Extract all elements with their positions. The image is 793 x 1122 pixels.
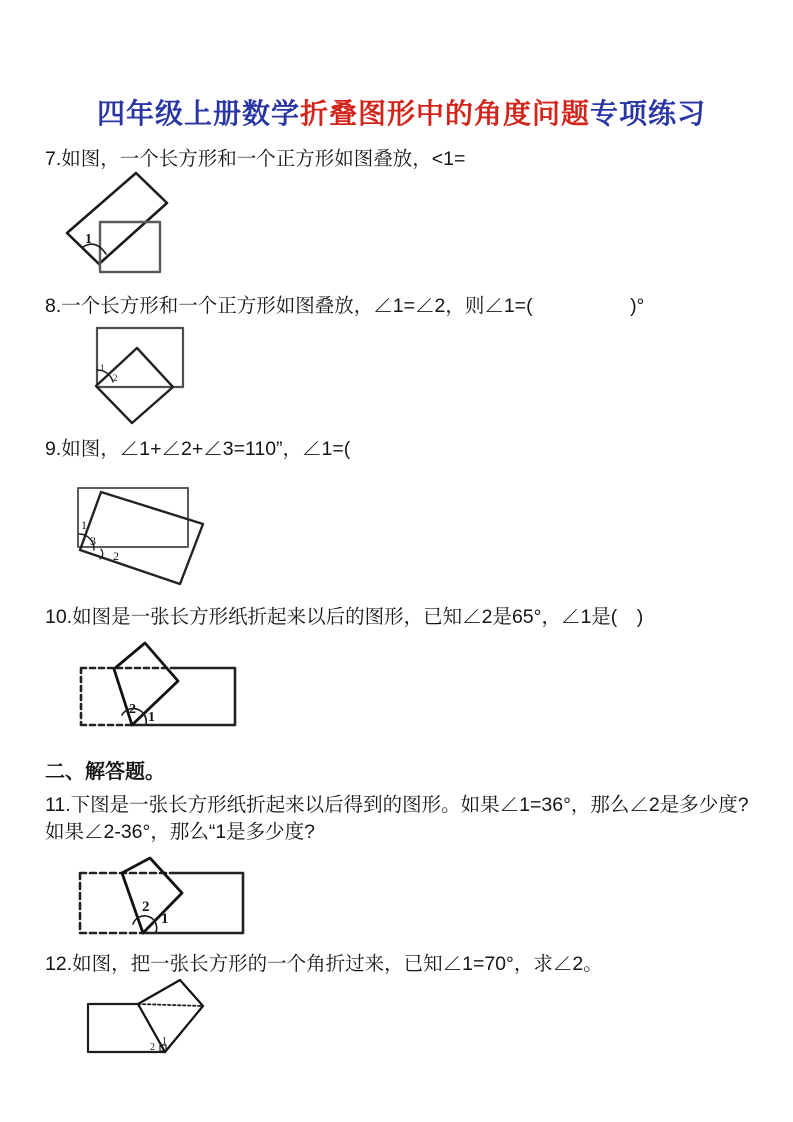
angle-label-1: 1: [81, 518, 87, 532]
question-10-text: 10.如图是一张长方形纸折起来以后的图形，已知∠2是65°，∠1是( ): [45, 606, 644, 628]
angle-label-2: 2: [142, 899, 150, 915]
question-11-text: 11.下图是一张长方形纸折起来以后得到的图形。如果∠1=36°，那么∠2是多少度?如果∠2-36°，那么“1是多少度?: [45, 794, 749, 843]
figure-q12: [80, 977, 215, 1062]
rotated-rectangle: [67, 173, 167, 264]
figure-q11: [75, 855, 250, 943]
figure-q8: [90, 325, 210, 437]
figure-q7: [55, 163, 185, 281]
rotated-rectangle: [80, 492, 203, 584]
square: [100, 222, 160, 272]
title-part-1: 四年级上册数学: [96, 98, 300, 129]
question-7-text: 7.如图，一个长方形和一个正方形如图叠放，<1=: [45, 148, 466, 170]
folded-flap: [122, 858, 182, 933]
question-9-text: 9.如图，∠1+∠2+∠3=110”，∠1=(: [45, 438, 351, 460]
angle-label-1: 1: [161, 911, 169, 927]
folded-flap: [138, 980, 203, 1052]
angle-label-1: 1: [162, 1036, 167, 1047]
angle-label-1: 1: [148, 710, 155, 725]
figure-q10: [75, 635, 245, 735]
tilted-square: [96, 348, 173, 423]
section-2-heading: 二、解答题。: [45, 761, 165, 783]
rectangle: [97, 328, 183, 387]
figure-q9: [70, 478, 218, 600]
solid-rectangle-outline: [143, 873, 243, 933]
title-part-2: 折叠图形中的角度问题: [299, 98, 590, 129]
angle-label-2: 2: [150, 1042, 155, 1053]
angle-label-2: 2: [113, 373, 118, 383]
title-part-3: 专项练习: [590, 98, 707, 129]
question-8-text: 8.一个长方形和一个正方形如图叠放，∠1=∠2，则∠1=( )°: [45, 295, 645, 317]
angle-label-2: 2: [113, 549, 119, 563]
angle-label-2: 2: [129, 702, 136, 717]
page-title: [0, 92, 793, 132]
question-12-text: 12.如图，把一张长方形的一个角折过来，已知∠1=70°，求∠2。: [45, 953, 603, 975]
angle-label-1: 1: [100, 363, 105, 373]
fold-line-dotted: [138, 1004, 203, 1006]
angle-label-1: 1: [85, 232, 92, 247]
angle-label-3: 3: [90, 534, 96, 548]
